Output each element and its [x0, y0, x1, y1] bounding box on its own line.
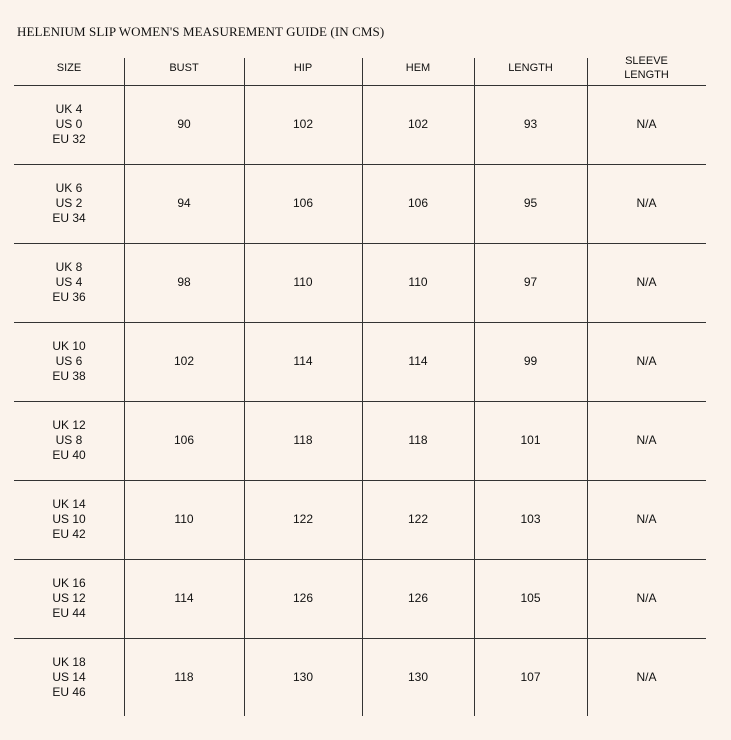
cell-length: 101 — [520, 433, 541, 447]
header-bust: BUST — [169, 61, 199, 74]
cell-length: 95 — [523, 196, 538, 210]
cell-size: UK 6 US 2 EU 34 — [52, 181, 86, 225]
cell-hem: 110 — [408, 275, 428, 289]
cell-hem: 122 — [407, 512, 429, 526]
cell-hip: 126 — [292, 591, 314, 605]
cell-bust: 98 — [177, 275, 191, 289]
cell-bust: 94 — [177, 196, 191, 210]
cell-hip: 122 — [292, 512, 314, 526]
row-divider — [14, 401, 706, 402]
cell-sleeve-length: N/A — [636, 670, 657, 684]
cell-bust: 118 — [174, 670, 194, 684]
row-divider — [14, 243, 706, 244]
cell-hem: 118 — [408, 433, 428, 447]
cell-bust: 90 — [177, 117, 191, 131]
header-hem: HEM — [405, 61, 431, 74]
cell-length: 107 — [520, 670, 541, 684]
row-divider — [14, 322, 706, 323]
cell-length: 99 — [523, 354, 538, 368]
column-divider — [587, 58, 588, 716]
cell-hem: 126 — [407, 591, 429, 605]
cell-hip: 114 — [293, 354, 313, 368]
cell-hip: 102 — [292, 117, 314, 131]
cell-hem: 130 — [407, 670, 429, 684]
cell-bust: 110 — [174, 512, 194, 526]
cell-sleeve-length: N/A — [636, 512, 657, 526]
cell-hem: 102 — [407, 117, 429, 131]
cell-hem: 106 — [407, 196, 429, 210]
cell-size: UK 16 US 12 EU 44 — [52, 576, 86, 620]
cell-sleeve-length: N/A — [636, 117, 657, 131]
page-title: HELENIUM SLIP WOMEN'S MEASUREMENT GUIDE (IN CMS) — [17, 24, 385, 39]
cell-length: 97 — [523, 275, 538, 289]
column-divider — [124, 58, 125, 716]
cell-hip: 106 — [292, 196, 314, 210]
column-divider — [474, 58, 475, 716]
row-divider — [14, 638, 706, 639]
cell-size: UK 12 US 8 EU 40 — [52, 418, 86, 462]
cell-length: 103 — [520, 512, 541, 526]
cell-size: UK 18 US 14 EU 46 — [52, 655, 86, 699]
cell-bust: 102 — [173, 354, 195, 368]
row-divider — [14, 480, 706, 481]
column-divider — [244, 58, 245, 716]
header-hip: HIP — [293, 61, 313, 74]
row-divider — [14, 164, 706, 165]
cell-size: UK 10 US 6 EU 38 — [52, 339, 86, 383]
cell-hip: 130 — [292, 670, 314, 684]
cell-sleeve-length: N/A — [636, 196, 657, 210]
cell-size: UK 8 US 4 EU 36 — [52, 260, 86, 304]
column-divider — [362, 58, 363, 716]
cell-bust: 114 — [174, 591, 194, 605]
cell-size: UK 14 US 10 EU 42 — [52, 497, 86, 541]
cell-hip: 110 — [293, 275, 313, 289]
cell-size: UK 4 US 0 EU 32 — [52, 102, 86, 146]
header-length: LENGTH — [508, 61, 553, 74]
cell-length: 105 — [520, 591, 541, 605]
cell-hip: 118 — [293, 433, 313, 447]
row-divider — [14, 85, 706, 86]
cell-hem: 114 — [408, 354, 428, 368]
cell-sleeve-length: N/A — [636, 275, 657, 289]
cell-length: 93 — [523, 117, 538, 131]
cell-bust: 106 — [173, 433, 195, 447]
cell-sleeve-length: N/A — [636, 354, 657, 368]
header-size: SIZE — [56, 61, 82, 74]
row-divider — [14, 559, 706, 560]
cell-sleeve-length: N/A — [636, 433, 657, 447]
cell-sleeve-length: N/A — [636, 591, 657, 605]
header-sleeve-length: SLEEVE LENGTH — [624, 54, 669, 81]
